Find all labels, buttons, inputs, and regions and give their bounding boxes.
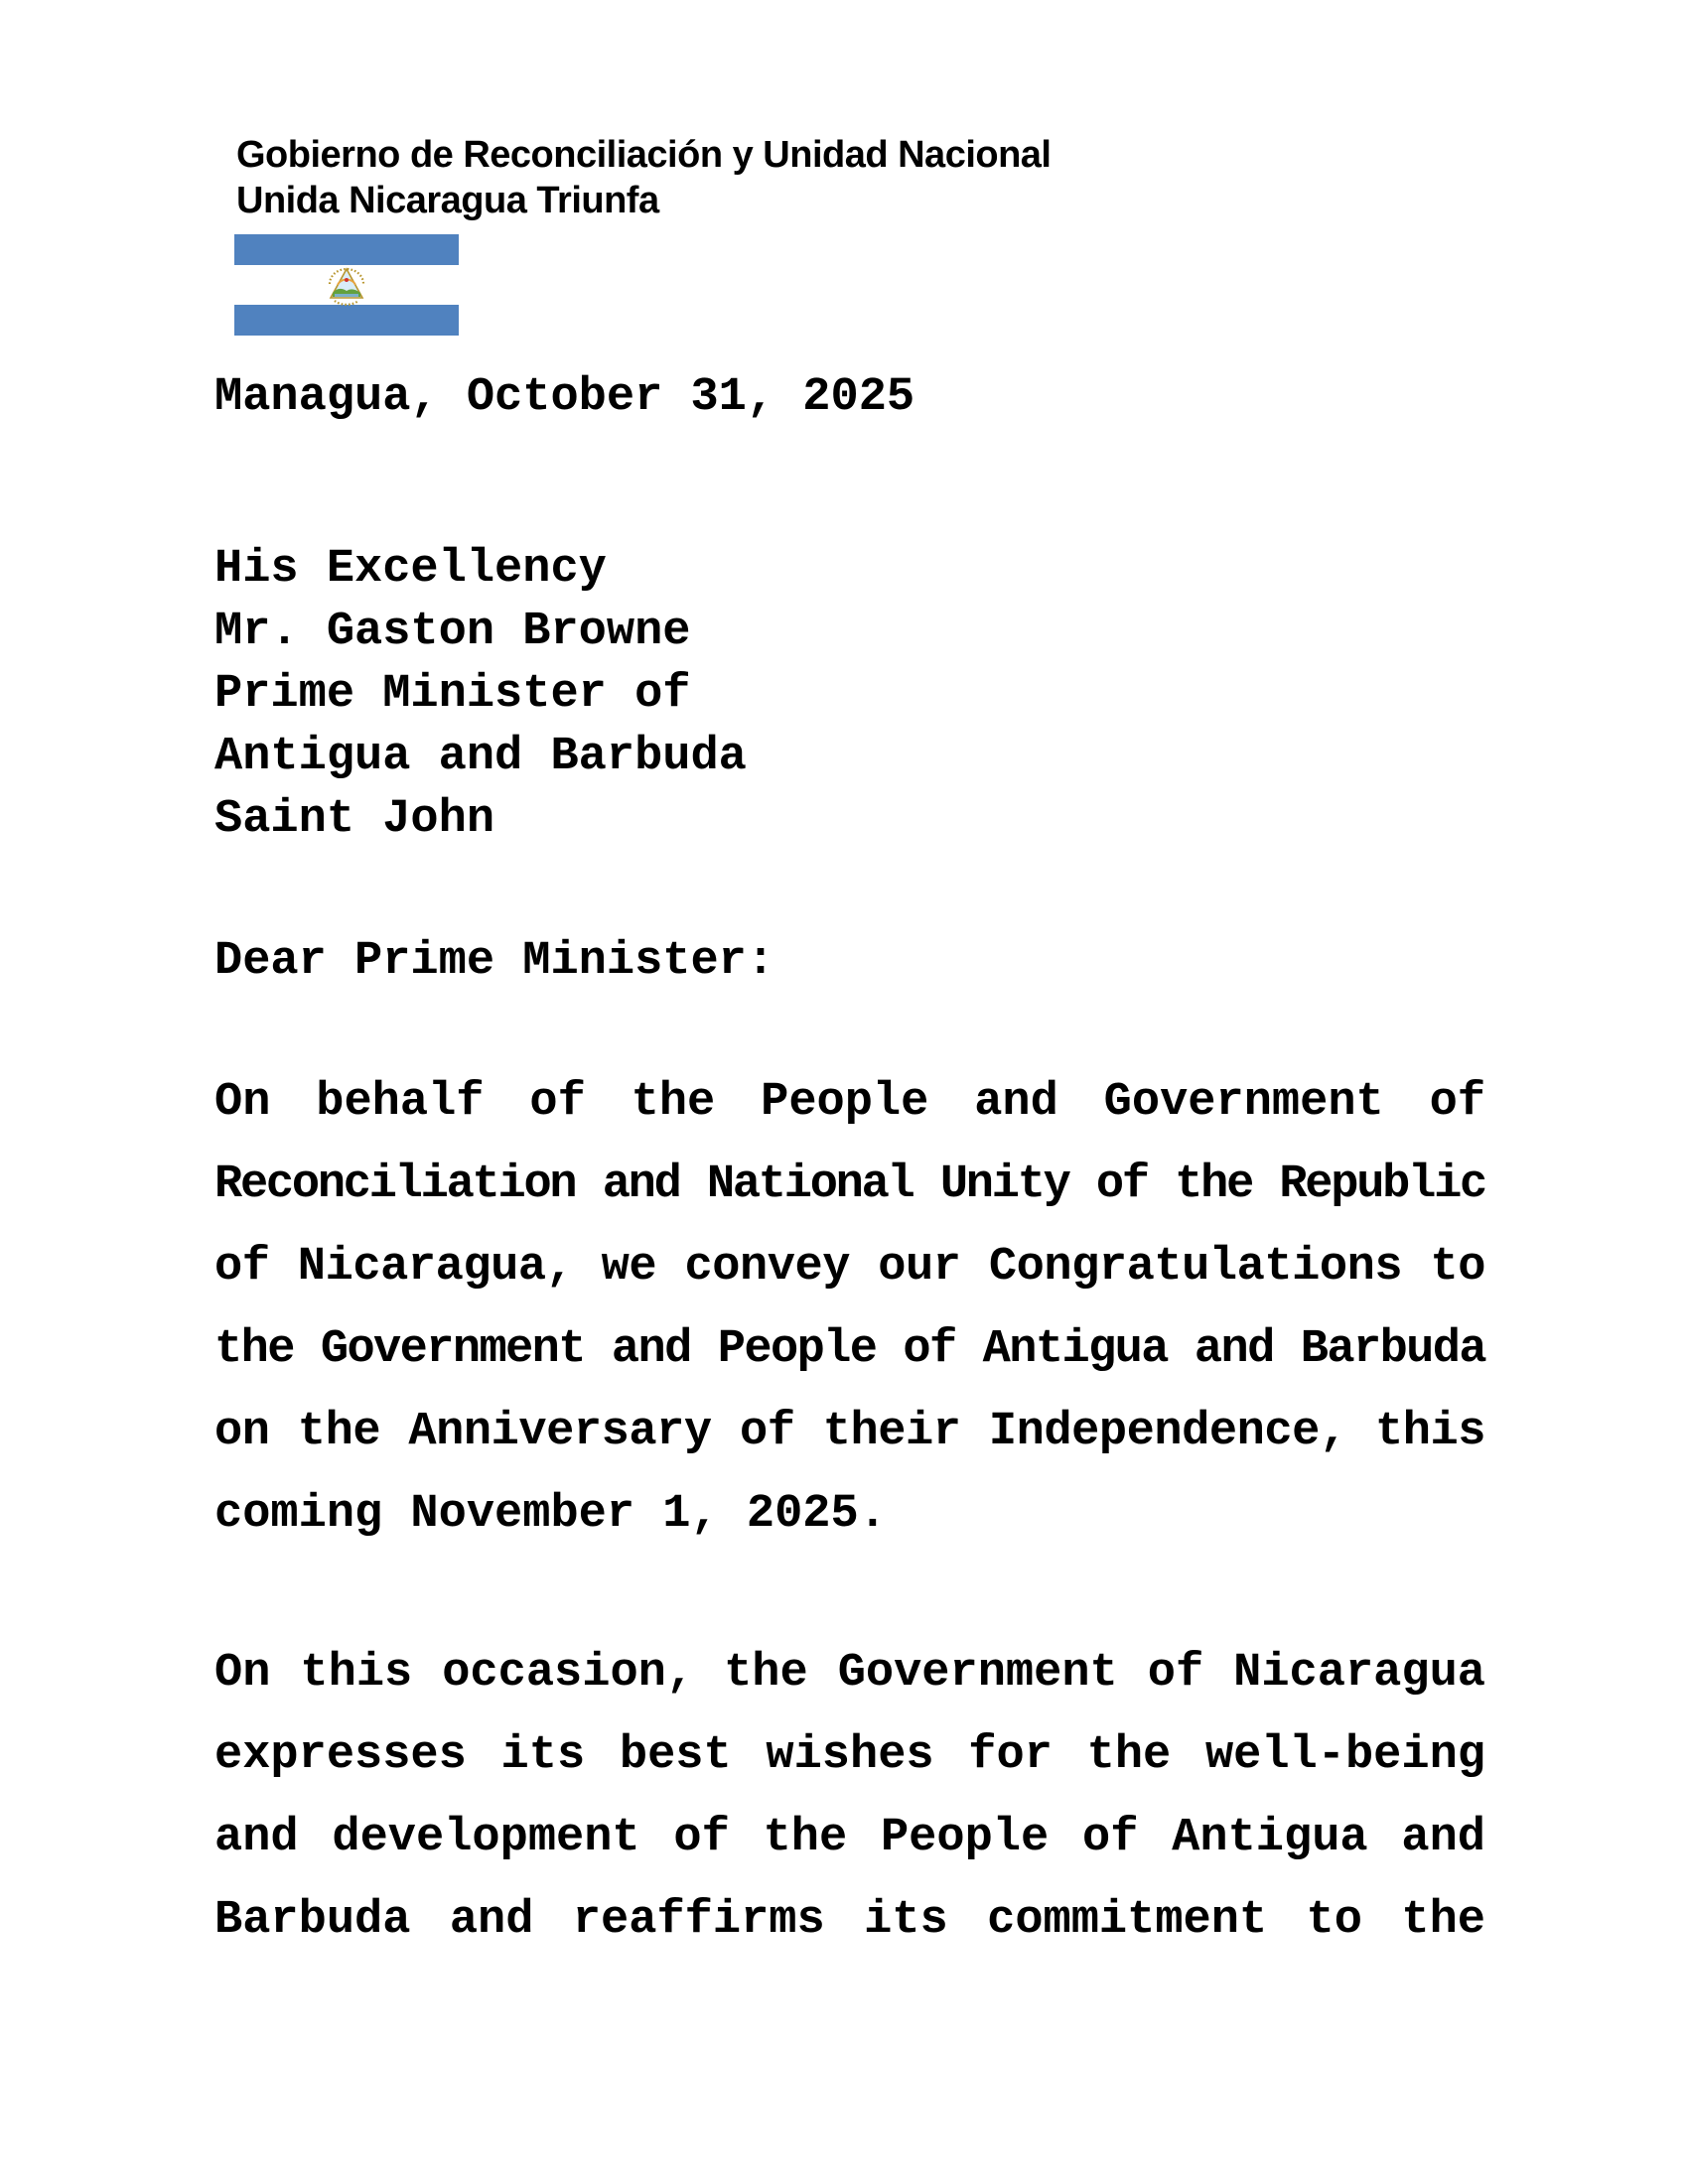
- salutation: Dear Prime Minister:: [214, 935, 775, 988]
- coat-of-arms-icon: [323, 263, 370, 307]
- recipient-line-city: Saint John: [214, 793, 495, 846]
- recipient-line-title: Prime Minister of: [214, 668, 691, 721]
- body-line: on the Anniversary of their Independence, this: [214, 1406, 1485, 1458]
- recipient-line-honorific: His Excellency: [214, 543, 607, 596]
- body-paragraph-2: [214, 1632, 1485, 1962]
- recipient-address-block: [214, 538, 747, 851]
- body-line: coming November 1, 2025.: [214, 1488, 887, 1541]
- body-line: On this occasion, the Government of Nicaragua: [214, 1647, 1485, 1700]
- recipient-line-country: Antigua and Barbuda: [214, 731, 747, 783]
- nicaragua-flag-image: [234, 234, 459, 336]
- body-line: and development of the People of Antigua and: [214, 1812, 1485, 1864]
- body-line: Reconciliation and National Unity of the Republic: [214, 1159, 1485, 1211]
- body-line: the Government and People of Antigua and Barbuda: [214, 1323, 1485, 1376]
- body-line: On behalf of the People and Government of: [214, 1076, 1485, 1129]
- recipient-line-name: Mr. Gaston Browne: [214, 606, 691, 658]
- body-line: expresses its best wishes for the well-being: [214, 1729, 1485, 1782]
- flag-blue-stripe-bottom: [234, 305, 459, 336]
- date-line: Managua, October 31, 2025: [214, 371, 915, 424]
- body-line: Barbuda and reaffirms its commitment to the: [214, 1894, 1485, 1947]
- flag-blue-stripe-top: [234, 234, 459, 265]
- body-line: of Nicaragua, we convey our Congratulations to: [214, 1241, 1485, 1294]
- org-header: [236, 132, 1052, 223]
- body-paragraph-1: [214, 1061, 1485, 1556]
- org-header-line1: Gobierno de Reconciliación y Unidad Nacional: [236, 134, 1052, 176]
- org-header-line2: Unida Nicaragua Triunfa: [236, 180, 659, 221]
